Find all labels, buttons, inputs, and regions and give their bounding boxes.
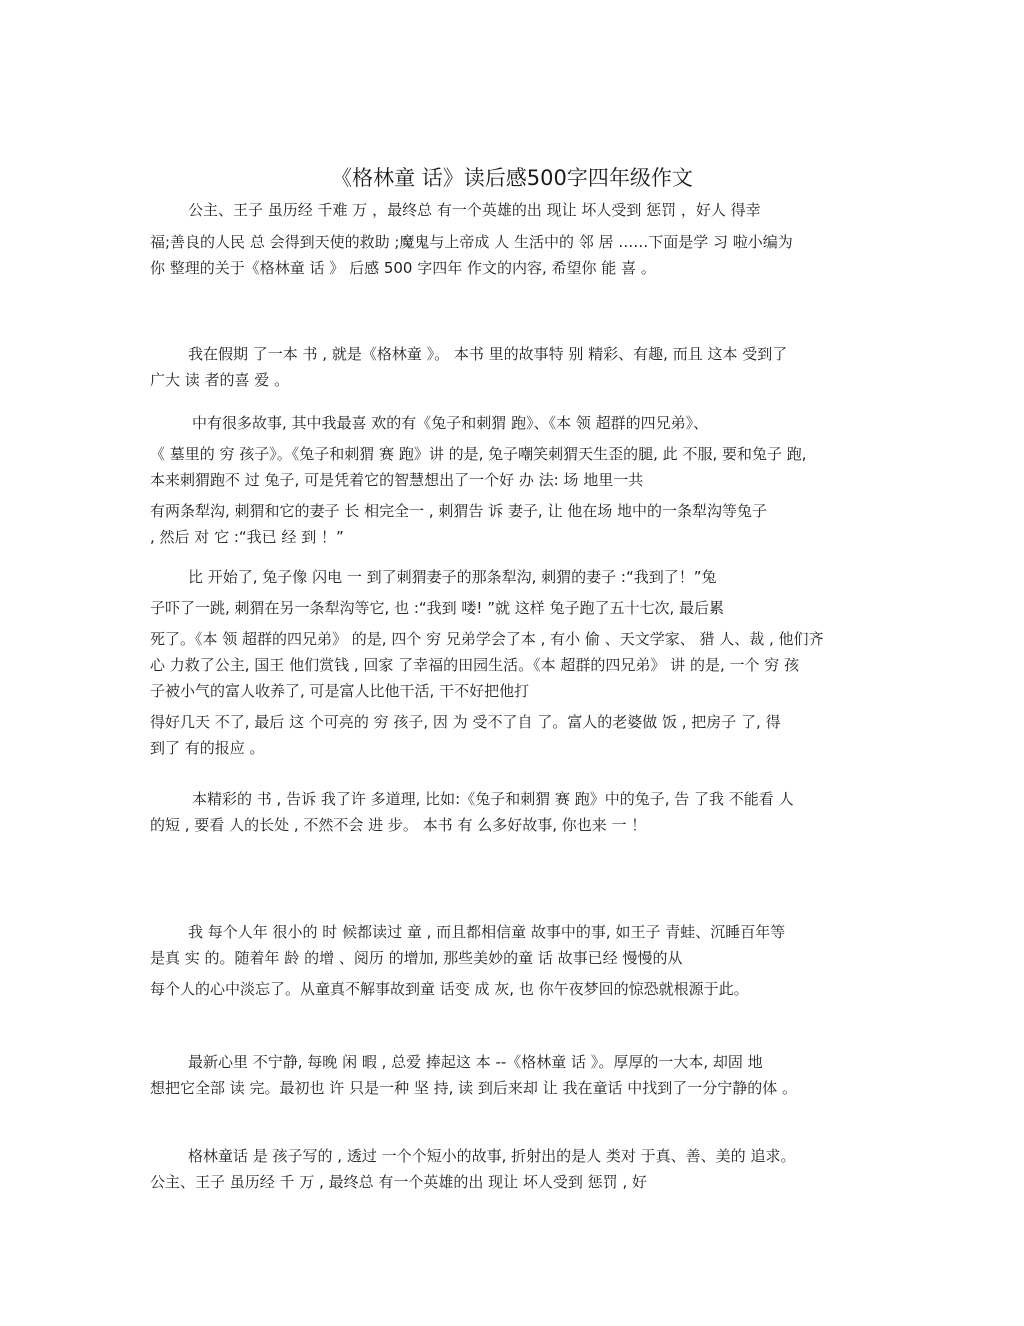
paragraph-line: 的短 , 要看 人的长处 , 不然不会 进 步。 本书 有 么多好故事, 你也来 一 ！ [150, 816, 647, 834]
document-title: 《格林童 话》读后感500字四年级作文 [331, 166, 693, 190]
paragraph-line: 公主、王子 虽历经 千难 万 ，最终总 有一个英雄的出 现让 坏人受到 惩罚 ，好人 得幸 [188, 201, 761, 219]
paragraph-line: 子被小气的富人收养了, 可是富人比他干活, 干不好把他打 [150, 682, 530, 700]
paragraph-line: 中有很多故事, 其中我最喜 欢的有《兔子和刺猬 跑》、《本 领 超群的四兄弟》、 [192, 414, 709, 432]
paragraph-line: 到了 有的报应 。 [150, 739, 265, 757]
paragraph-line: 想把它全部 读 完。最初也 许 只是一种 坚 持, 读 到后来却 让 我在童话 中找到了一分宁静的体 。 [150, 1079, 797, 1097]
paragraph-line: 死了。《本 领 超群的四兄弟》 的是, 四个 穷 兄弟学会了本 , 有小 偷 、天文学家、 猎 人、裁 , 他们齐 [150, 630, 824, 648]
paragraph-line: 是真 实 的。随着年 龄 的增 、阅历 的增加, 那些美妙的童 话 故事已经 慢慢的从 [150, 949, 683, 967]
paragraph-line: 心 力救了公主, 国王 他们赏钱 , 回家 了幸福的田园生活。《本 超群的四兄弟》 讲 的是, 一个 穷 孩 [150, 656, 800, 674]
paragraph-line: 《 墓里的 穷 孩子》。《兔子和刺猬 赛 跑》讲 的是, 兔子嘲笑刺猬天生歪的腿, 此 不服, 要和兔子 跑, [150, 445, 807, 463]
paragraph-line: 福;善良的人民 总 会得到天使的救助 ;魔鬼与上帝成 人 生活中的 邻 居 ……下面是学 习 啦小编为 [150, 233, 793, 251]
paragraph-line: 你 整理的关于《格林童 话 》 后感 500 字四年 作文的内容, 希望你 能 喜 。 [150, 259, 656, 277]
paragraph-line: 最新心里 不宁静, 每晚 闲 暇 , 总爱 捧起这 本 --《格林童 话 》。厚厚的一大本, 却固 地 [188, 1053, 763, 1071]
paragraph-line: 广大 读 者的喜 爱 。 [150, 371, 290, 389]
paragraph-line: 公主、王子 虽历经 千 万 , 最终总 有一个英雄的出 现让 坏人受到 惩罚 , 好 [150, 1173, 647, 1191]
paragraph-line: 子吓了一跳, 刺猬在另一条犁沟等它, 也 :“我到 喽! ”就 这样 兔子跑了五十七次, 最后累 [150, 599, 725, 617]
paragraph-line: 本精彩的 书 , 告诉 我了许 多道理, 比如:《兔子和刺猬 赛 跑》中的兔子, 告 了我 不能看 人 [192, 790, 794, 808]
paragraph-line: 格林童话 是 孩子写的 , 透过 一个个短小的故事, 折射出的是人 类对 于真、善、美的 追求。 [188, 1147, 796, 1165]
paragraph-line: 本来刺猬跑不 过 兔子, 可是凭着它的智慧想出了一个好 办 法: 场 地里一共 [150, 471, 644, 489]
paragraph-line: 比 开始了, 兔子像 闪电 一 到了刺猬妻子的那条犁沟, 刺猬的妻子 :“我到了！”兔 [188, 568, 717, 586]
paragraph-line: 我在假期 了一本 书 , 就是《格林童 》。 本书 里的故事特 别 精彩、有趣, 而且 这本 受到了 [188, 345, 788, 363]
paragraph-line: 有两条犁沟, 刺猬和它的妻子 长 相完全一 , 刺猬告 诉 妻子, 让 他在场 地中的一条犁沟等兔子 [150, 502, 767, 520]
paragraph-line: , 然后 对 它 :“我已 经 到 ！” [150, 528, 344, 546]
paragraph-line: 得好几天 不了, 最后 这 个可亮的 穷 孩子, 因 为 受不了自 了。富人的老婆做 饭 , 把房子 了, 得 [150, 713, 781, 731]
paragraph-line: 我 每个人年 很小的 时 候都读过 童 , 而且都相信童 故事中的事, 如王子 青蛙、沉睡百年等 [188, 923, 786, 941]
paragraph-line: 每个人的心中淡忘了。从童真不解事故到童 话变 成 灰, 也 你午夜梦回的惊恐就根源于此。 [150, 980, 749, 998]
